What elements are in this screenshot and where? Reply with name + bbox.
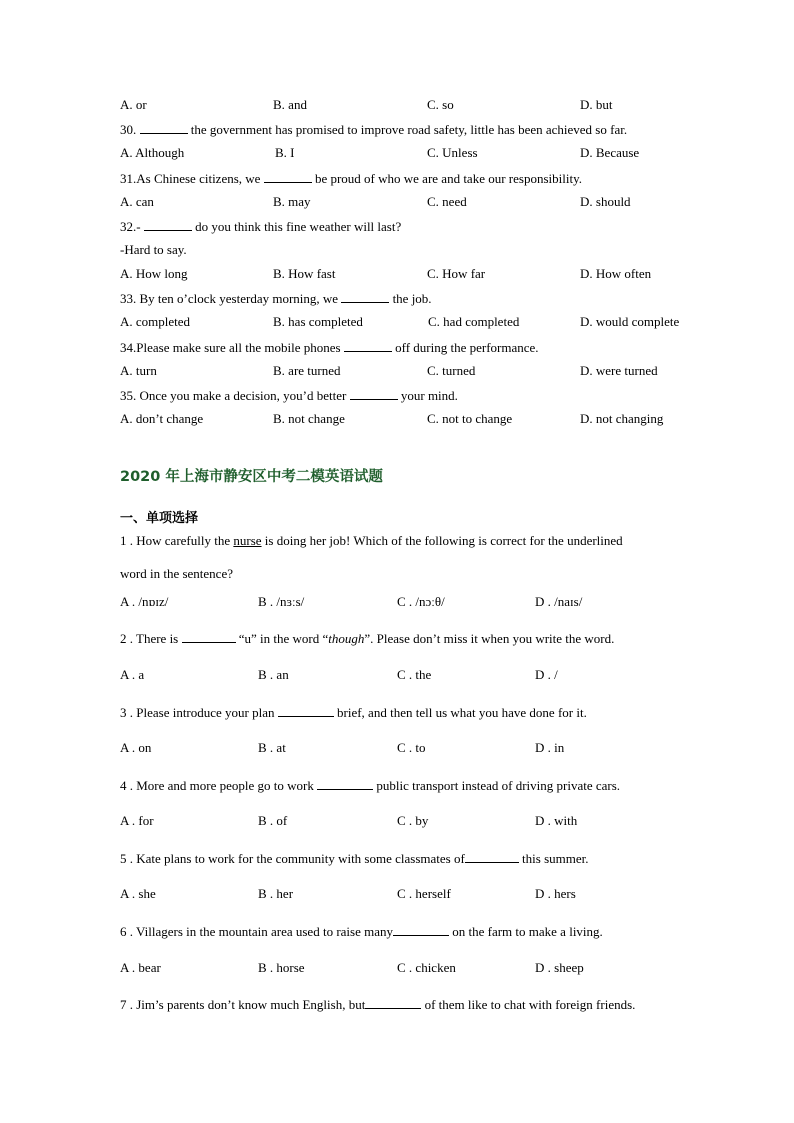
n1-option-d: D . /naɪs/ — [535, 594, 583, 609]
q30-option-d: D. Because — [580, 145, 640, 160]
q33-option-a: A. completed — [120, 314, 191, 329]
n6-option-c: C . chicken — [397, 960, 456, 975]
q33-option-d: D. would complete — [580, 314, 680, 329]
n3-option-d: D . in — [535, 740, 565, 755]
n4-option-a: A . for — [120, 813, 154, 828]
n1-stem-line2: word in the sentence? — [120, 566, 233, 581]
n3-stem: 3 . Please introduce your plan brief, and then tell us what you have done for it. — [120, 705, 587, 720]
q32-option-c: C. How far — [427, 266, 486, 281]
n4-option-b: B . of — [258, 813, 288, 828]
q29-option-d: D. but — [580, 97, 613, 112]
q32-reply: -Hard to say. — [120, 242, 187, 257]
n1-stem: 1 . How carefully the nurse is doing her job! Which of the following is correct for the underlined — [120, 533, 623, 548]
q32-option-a: A. How long — [120, 266, 188, 281]
n6-option-b: B . horse — [258, 960, 305, 975]
q33-option-b: B. has completed — [273, 314, 363, 329]
answer-blank — [465, 850, 519, 863]
answer-blank — [350, 387, 398, 400]
n1-option-b: B . /nɜːs/ — [258, 594, 305, 609]
n7-stem: 7 . Jim’s parents don’t know much English, but of them like to chat with foreign friends. — [120, 997, 636, 1012]
q30-option-c: C. Unless — [427, 145, 478, 160]
answer-blank — [344, 339, 392, 352]
answer-blank — [264, 170, 312, 183]
n5-option-d: D . hers — [535, 886, 576, 901]
answer-blank — [365, 996, 421, 1009]
n4-stem: 4 . More and more people go to work public transport instead of driving private cars. — [120, 778, 621, 793]
n5-option-b: B . her — [258, 886, 294, 901]
answer-blank — [341, 290, 389, 303]
q30-option-a: A. Although — [120, 145, 185, 160]
q33-option-c: C. had completed — [428, 314, 520, 329]
q34-option-b: B. are turned — [273, 363, 341, 378]
answer-blank — [317, 777, 373, 790]
q29-option-b: B. and — [273, 97, 307, 112]
q30-option-b: B. I — [275, 145, 295, 160]
q29-option-c: C. so — [427, 97, 454, 112]
n4-option-d: D . with — [535, 813, 578, 828]
n1-option-c: C . /nɔːθ/ — [397, 594, 445, 609]
n3-option-a: A . on — [120, 740, 152, 755]
q35-option-a: A. don’t change — [120, 411, 204, 426]
n3-option-c: C . to — [397, 740, 426, 755]
q32-option-d: D. How often — [580, 266, 652, 281]
q35-stem: 35. Once you make a decision, you’d better your mind. — [120, 388, 458, 403]
n2-option-b: B . an — [258, 667, 289, 682]
n2-stem: 2 . There is “u” in the word “though”. Please don’t miss it when you write the word. — [120, 631, 615, 646]
q31-option-d: D. should — [580, 194, 631, 209]
n4-option-c: C . by — [397, 813, 429, 828]
q33-stem: 33. By ten o’clock yesterday morning, we the job. — [120, 291, 432, 306]
q35-option-c: C. not to change — [427, 411, 513, 426]
n6-option-a: A . bear — [120, 960, 161, 975]
n1-option-a: A . /nɒɪz/ — [120, 594, 169, 609]
q29-option-a: A. or — [120, 97, 147, 112]
q35-option-b: B. not change — [273, 411, 345, 426]
q35-option-d: D. not changing — [580, 411, 664, 426]
n5-option-a: A . she — [120, 886, 156, 901]
n2-option-a: A . a — [120, 667, 145, 682]
n6-stem: 6 . Villagers in the mountain area used to raise many on the farm to make a living. — [120, 924, 603, 939]
q32-stem: 32.- do you think this fine weather will last? — [120, 219, 402, 234]
section-heading: 一、单项选择 — [120, 511, 199, 526]
n2-option-d: D . / — [535, 667, 558, 682]
exam-title: 2020 年上海市静安区中考二模英语试题 — [120, 469, 383, 485]
q31-option-a: A. can — [120, 194, 154, 209]
q34-stem: 34.Please make sure all the mobile phones off during the performance. — [120, 340, 539, 355]
q34-option-d: D. were turned — [580, 363, 658, 378]
q30-stem: 30. the government has promised to improve road safety, little has been achieved so far. — [120, 122, 628, 137]
q34-option-c: C. turned — [427, 363, 476, 378]
n6-option-d: D . sheep — [535, 960, 584, 975]
q31-stem: 31.As Chinese citizens, we be proud of who we are and take our responsibility. — [120, 171, 582, 186]
q34-option-a: A. turn — [120, 363, 157, 378]
answer-blank — [278, 704, 334, 717]
answer-blank — [182, 630, 236, 643]
n5-option-c: C . herself — [397, 886, 451, 901]
answer-blank — [393, 923, 449, 936]
n3-option-b: B . at — [258, 740, 286, 755]
q31-option-b: B. may — [273, 194, 311, 209]
q31-option-c: C. need — [427, 194, 467, 209]
answer-blank — [144, 218, 192, 231]
q32-option-b: B. How fast — [273, 266, 336, 281]
n5-stem: 5 . Kate plans to work for the community with some classmates of this summer. — [120, 851, 589, 866]
answer-blank — [140, 121, 188, 134]
n2-option-c: C . the — [397, 667, 432, 682]
